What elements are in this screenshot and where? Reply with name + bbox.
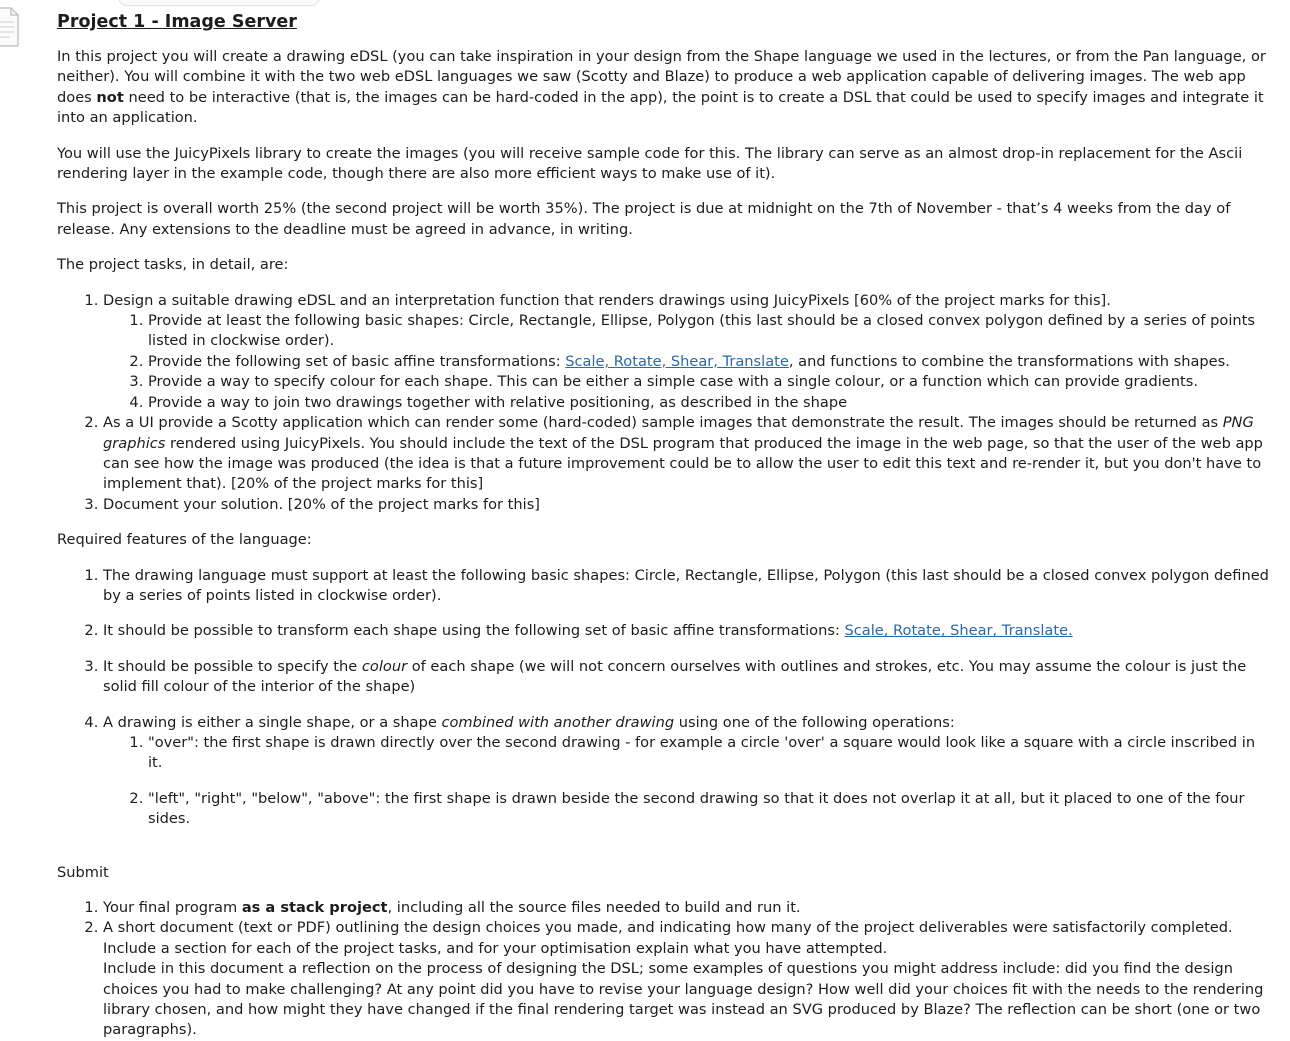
intro-paragraph-3: This project is overall worth 25% (the second project will be worth 35%). The project is due at midnight on the 7th of November - that’s 4 weeks from the day of release. Any extensions to the deadline must be agreed in advance, in writing. [57, 200, 1231, 238]
required-list [57, 566, 1273, 830]
required-4: 4. A drawing is either a single shape, or a shape combined with another drawing using one of the following operations: 1. "over": the first shape is drawn directly over the second drawing - for example a circle 'over' a square would look like a square with a circle inscribed in it. 2. "left", "right", "below", "above": the first shape is drawn beside the second drawing so that it does not overlap it at all, but it placed to one of the four sides. [103, 713, 1273, 830]
required-1: 1. The drawing language must support at least the following basic shapes: Circle, Rectangle, Ellipse, Polygon (this last should be a closed convex polygon defined by a series of points listed in clockwise order). [103, 566, 1273, 607]
affine-transformations-link-2[interactable]: Scale, Rotate, Shear, Translate. [844, 622, 1073, 640]
task-1-3: 3. Provide a way to specify colour for each shape. This can be either a simple case with a single colour, or a function which can provide gradients. [148, 372, 1273, 392]
required-4-1: 1. "over": the first shape is drawn directly over the second drawing - for example a circle 'over' a square would look like a square with a circle inscribed in it. [148, 733, 1273, 774]
submit-heading: Submit [57, 863, 109, 881]
task-3: 3. Document your solution. [20% of the project marks for this] [103, 495, 1273, 515]
required-heading: Required features of the language: [57, 531, 312, 549]
submit-2: 2. A short document (text or PDF) outlining the design choices you made, and indicating how many of the project deliverables were satisfactorily completed. Include a section for each of the project tasks, and for your optimisation explain what you have attempted. Include in this document a reflection on the process of designing the DSL; some examples of questions you might address include: did you find the design choices you had to make challenging? At any point did you have to revise your language design? How well did your choices fit with the needs to the rendering library chosen, and how might they have changed if the final rendering target was instead an SVG produced by Blaze? The reflection can be short (one or two paragraphs). [103, 918, 1273, 1040]
task-2: 2. As a UI provide a Scotty application which can render some (hard-coded) sample images that demonstrate the result. The images should be returned as PNG graphics rendered using JuicyPixels. You should include the text of the DSL program that produced the image in the web page, so that the user of the web app can see how the image was produced (the idea is that a future improvement could be to allow the user to edit this text and re-render it, but you don't have to implement that). [20% of the project marks for this] [103, 413, 1273, 495]
required-4-sublist [103, 733, 1273, 830]
task-1-2: 2. Provide the following set of basic affine transformations: Scale, Rotate, Shear, Translate, and functions to combine the transformations with shapes. [148, 352, 1273, 372]
page-title: Project 1 - Image Server [57, 12, 297, 32]
document-icon [0, 6, 20, 48]
submit-list [57, 898, 1273, 1041]
intro-paragraph-1: In this project you will create a drawing eDSL (you can take inspiration in your design from the Shape language we used in the lectures, or from the Pan language, or neither). You will combine it with the two web eDSL languages we saw (Scotty and Blaze) to produce a web application capable of delivering images. The web app does not need to be interactive (that is, the images can be hard-coded in the app), the point is to create a DSL that could be used to specify images and integrate it into an application. [57, 48, 1266, 127]
task-1-1: 1. Provide at least the following basic shapes: Circle, Rectangle, Ellipse, Polygon (this last should be a closed convex polygon defined by a series of points listed in clockwise order). [148, 311, 1273, 352]
tasks-list [57, 291, 1273, 515]
task-1-4: 4. Provide a way to join two drawings together with relative positioning, as described in the shape [148, 393, 1273, 413]
document-body [57, 10, 1273, 1041]
required-3: 3. It should be possible to specify the colour of each shape (we will not concern ourselves with outlines and strokes, etc. You may assume the colour is just the solid fill colour of the interior of the shape) [103, 657, 1273, 698]
required-4-2: 2. "left", "right", "below", "above": the first shape is drawn beside the second drawing so that it does not overlap it at all, but it placed to one of the four sides. [148, 789, 1273, 830]
affine-transformations-link[interactable]: Scale, Rotate, Shear, Translate [565, 352, 789, 370]
task-1-sublist [103, 311, 1273, 413]
intro-paragraph-2: You will use the JuicyPixels library to create the images (you will receive sample code for this. The library can serve as an almost drop-in replacement for the Ascii rendering layer in the example code, though there are also more efficient ways to make use of it). [57, 144, 1243, 183]
tasks-heading: The project tasks, in detail, are: [57, 256, 289, 274]
task-1: 1. Design a suitable drawing eDSL and an interpretation function that renders drawings using JuicyPixels [60% of the project marks for this]. 1. Provide at least the following basic shapes: Circle, Rectangle, Ellipse, Polygon (this last should be a closed convex polygon defined by a series of points listed in clockwise order). 2. Provide the following set of basic affine transformations: Scale, Rotate, Shear, Translate, and functions to combine the transformations with shapes. 3. Provide a way to specify colour for each shape. This can be either a simple case with a single colour, or a function which can provide gradients. 4. Provide a way to join two drawings together with relative positioning, as described in the shape [103, 291, 1273, 413]
top-tab-remnant [118, 0, 320, 6]
submit-1: 1. Your final program as a stack project, including all the source files needed to build and run it. [103, 898, 1273, 918]
required-2: 2. It should be possible to transform each shape using the following set of basic affine transformations: Scale, Rotate, Shear, Translate. [103, 621, 1273, 641]
